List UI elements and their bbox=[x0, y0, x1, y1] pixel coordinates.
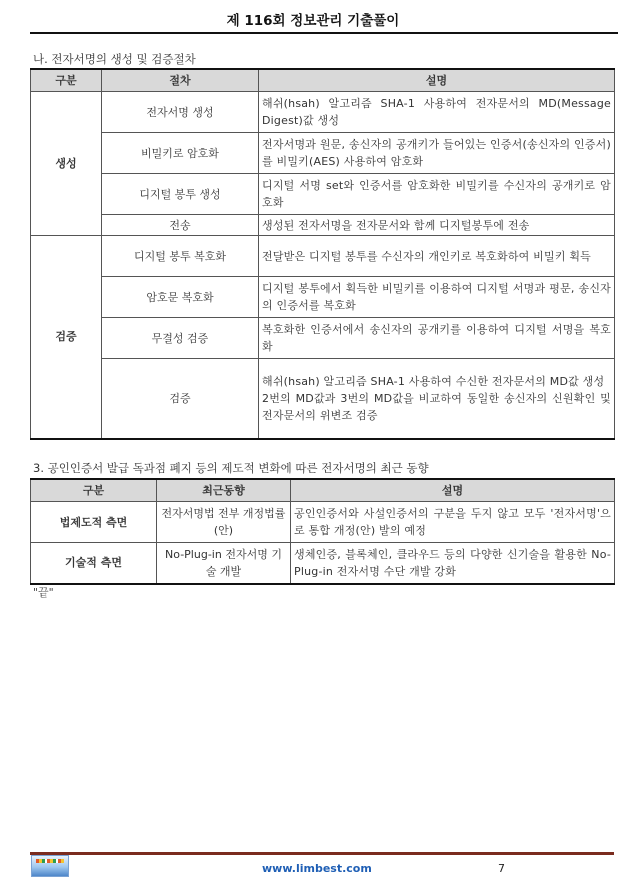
table-row bbox=[31, 236, 615, 277]
publisher-logo bbox=[31, 855, 69, 877]
category-cell: 법제도적 측면 bbox=[31, 502, 157, 543]
description-cell: 전자서명과 원문, 송신자의 공개키가 들어있는 인증서(송신자의 인증서)를 비밀키(AES) 사용하여 암호화 bbox=[259, 133, 615, 174]
description-cell: 디지털 서명 set와 인증서를 암호화한 비밀키를 수신자의 공개키로 암호화 bbox=[259, 174, 615, 215]
table-header-row bbox=[31, 479, 615, 502]
table-row bbox=[31, 215, 615, 236]
section-heading-signature-process: 나. 전자서명의 생성 및 검증절차 bbox=[33, 52, 196, 66]
step-cell: 무결성 검증 bbox=[102, 318, 259, 359]
description-cell: 전달받은 디지털 봉투를 수신자의 개인키로 복호화하여 비밀키 획득 bbox=[259, 236, 615, 277]
description-line: 2번의 MD값과 3번의 MD값을 비교하여 동일한 송신자의 신원확인 및 전자문서의 위변조 검증 bbox=[262, 391, 611, 422]
table-row bbox=[31, 133, 615, 174]
recent-trends-table bbox=[30, 478, 615, 585]
footer-website-link[interactable]: www.limbest.com bbox=[262, 862, 372, 875]
description-cell: 디지털 봉투에서 획득한 비밀키를 이용하여 디지털 서명과 평문, 송신자의 인증서를 복호화 bbox=[259, 277, 615, 318]
section-heading-recent-trends: 3. 공인인증서 발급 독과점 폐지 등의 제도적 변화에 따른 전자서명의 최근 동향 bbox=[33, 461, 429, 475]
signature-process-table bbox=[30, 68, 615, 440]
footer-rule bbox=[30, 852, 614, 855]
table-row bbox=[31, 318, 615, 359]
table-header-row bbox=[31, 69, 615, 92]
column-header: 최근동향 bbox=[157, 479, 291, 502]
step-cell: 검증 bbox=[102, 359, 259, 439]
table-row bbox=[31, 174, 615, 215]
table-row bbox=[31, 277, 615, 318]
document-title: 제 116회 정보관리 기출풀이 bbox=[226, 13, 400, 29]
description-cell: 생성된 전자서명을 전자문서와 함께 디지털봉투에 전송 bbox=[259, 215, 615, 236]
column-header: 설명 bbox=[259, 69, 615, 92]
step-cell: 암호문 복호화 bbox=[102, 277, 259, 318]
description-cell: 생체인증, 블록체인, 클라우드 등의 다양한 신기술을 활용한 No-Plug-in 전자서명 수단 개발 강화 bbox=[291, 543, 615, 584]
table-row bbox=[31, 502, 615, 543]
group-cell-verification: 검증 bbox=[31, 236, 102, 439]
description-cell: 해쉬(hsah) 알고리즘 SHA-1 사용하여 전자문서의 MD(Message Digest)값 생성 bbox=[259, 92, 615, 133]
step-cell: 디지털 봉투 생성 bbox=[102, 174, 259, 215]
column-header: 구분 bbox=[31, 479, 157, 502]
description-cell: 복호화한 인증서에서 송신자의 공개키를 이용하여 디지털 서명을 복호화 bbox=[259, 318, 615, 359]
column-header: 구분 bbox=[31, 69, 102, 92]
group-cell-generation: 생성 bbox=[31, 92, 102, 236]
table-row bbox=[31, 359, 615, 439]
table-row bbox=[31, 543, 615, 584]
step-cell: 비밀키로 암호화 bbox=[102, 133, 259, 174]
column-header: 설명 bbox=[291, 479, 615, 502]
description-cell bbox=[259, 359, 615, 439]
column-header: 절차 bbox=[102, 69, 259, 92]
page-number: 7 bbox=[498, 862, 505, 875]
table-row bbox=[31, 92, 615, 133]
category-cell: 기술적 측면 bbox=[31, 543, 157, 584]
description-line: 해쉬(hsah) 알고리즘 SHA-1 사용하여 수신한 전자문서의 MD값 생성 bbox=[262, 374, 605, 388]
step-cell: 전자서명 생성 bbox=[102, 92, 259, 133]
end-mark: "끝" bbox=[33, 586, 54, 599]
header-rule bbox=[30, 32, 618, 34]
step-cell: 전송 bbox=[102, 215, 259, 236]
step-cell: 디지털 봉투 복호화 bbox=[102, 236, 259, 277]
trend-cell: No-Plug-in 전자서명 기술 개발 bbox=[157, 543, 291, 584]
description-cell: 공인인증서와 사설인증서의 구분을 두지 않고 모두 '전자서명'으로 통합 개정(안) 발의 예정 bbox=[291, 502, 615, 543]
trend-cell: 전자서명법 전부 개정법률(안) bbox=[157, 502, 291, 543]
